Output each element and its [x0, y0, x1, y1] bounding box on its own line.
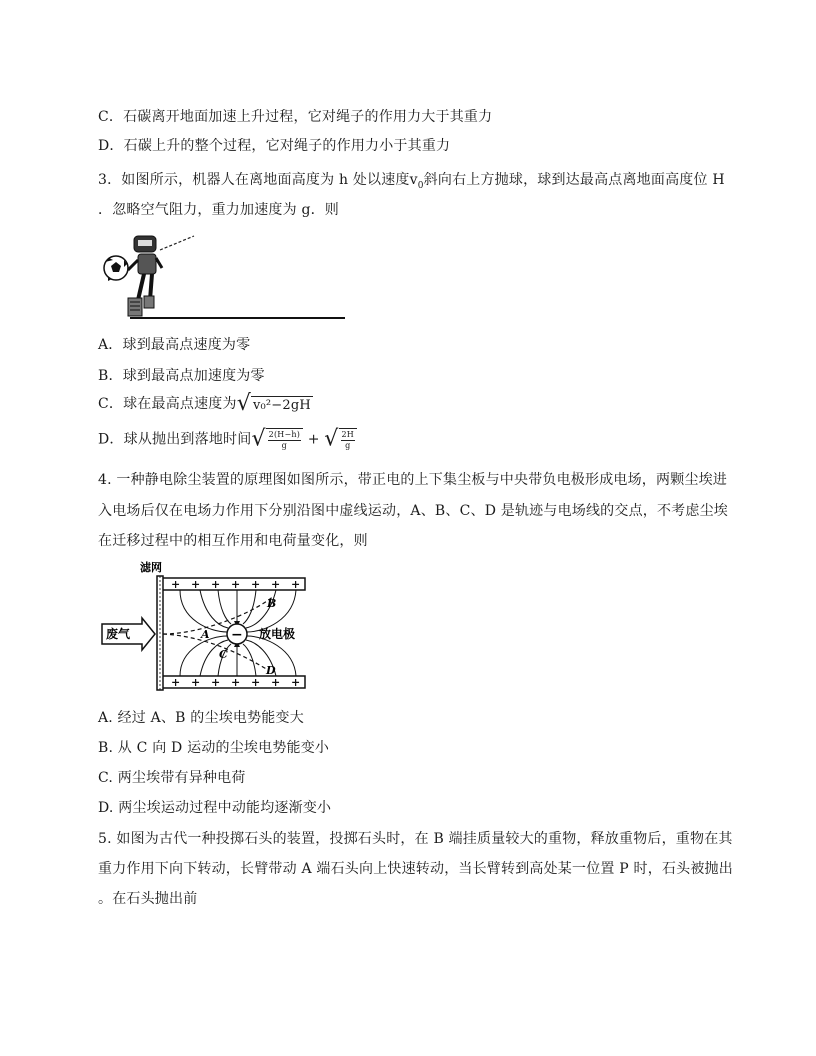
q3-option-c-expr: v₀²−2gH [252, 397, 311, 413]
exhaust-label: 废气 [106, 627, 131, 641]
electrode-minus: − [231, 627, 243, 643]
frac1-num: 2(H−h) [268, 430, 301, 439]
q2-option-c: C．石碳离开地面加速上升过程，它对绳子的作用力大于其重力 [98, 109, 493, 125]
plus-mark: + [211, 578, 221, 591]
q3-stem-b: 斜向右上方抛球，球到达最高点离地面高度位 H [423, 172, 725, 188]
q4-stem-line2: 入电场后仅在电场力作用下分别沿图中虚线运动，A、B、C、D 是轨迹与电场线的交点，不考虑尘埃 [98, 503, 728, 519]
q4-option-b: B. 从 C 向 D 运动的尘埃电势能变小 [98, 740, 330, 756]
plus-mark: + [251, 676, 261, 689]
q5-stem-line3: 。在石头抛出前 [98, 891, 198, 907]
sqrt-fraction-2: √ $\frac{2H}{g}$ [324, 428, 357, 451]
q3-option-a: A．球到最高点速度为零 [98, 337, 251, 353]
plus-mark: + [231, 578, 241, 591]
point-d: D [266, 664, 276, 677]
sqrt-expression: √ v₀²−2gH [236, 391, 311, 416]
robot-figure [100, 228, 350, 324]
plus-mark: + [291, 578, 301, 591]
q3-option-c [98, 393, 313, 415]
point-c: C [219, 648, 228, 661]
q4-stem-line1: 4. 一种静电除尘装置的原理图如图所示，带正电的上下集尘板与中央带负电极形成电场，两颗尘埃进 [98, 472, 728, 488]
precipitator-diagram [100, 560, 315, 695]
plus-mark: + [171, 676, 181, 689]
plus-mark: + [271, 676, 281, 689]
plus-mark: + [191, 578, 201, 591]
q3-option-d-prefix: D．球从抛出到落地时间 [98, 431, 252, 448]
plus-mark: + [171, 578, 181, 591]
electrode-label: 放电极 [259, 627, 296, 641]
filter-label: 滤网 [140, 561, 162, 574]
plus-mark: + [191, 676, 201, 689]
q4-stem-line3: 在迁移过程中的相互作用和电荷量变化，则 [98, 533, 368, 549]
frac1-den: g [281, 441, 287, 450]
q3-stem-sub: 0 [417, 180, 424, 191]
q3-stem-line1 [98, 169, 725, 191]
q2-option-d: D．石碳上升的整个过程，它对绳子的作用力小于其重力 [98, 138, 451, 154]
q3-stem-a: 3．如图所示，机器人在离地面高度为 h 处以速度v [98, 172, 418, 188]
q5-stem-line2: 重力作用下向下转动，长臂带动 A 端石头向上快速转动，当长臂转到高处某一位置 P 时，石头被抛出 [98, 861, 733, 877]
q3-option-d [98, 428, 357, 451]
q3-stem-line2: ．忽略空气阻力，重力加速度为 g．则 [98, 202, 340, 218]
plus-mark: + [291, 676, 301, 689]
point-a: A [201, 628, 210, 641]
sqrt-fraction-1: √ $\frac{2(H-h)}{g}$ [251, 428, 303, 451]
point-b: B [267, 597, 277, 610]
q4-option-d: D. 两尘埃运动过程中动能均逐渐变小 [98, 800, 332, 816]
plus-mark: + [211, 676, 221, 689]
q4-option-a: A. 经过 A、B 的尘埃电势能变大 [98, 710, 304, 726]
q4-option-c: C. 两尘埃带有异种电荷 [98, 770, 246, 786]
frac2-den: g [345, 441, 351, 450]
plus-mark: + [231, 676, 241, 689]
frac2-num: 2H [341, 430, 354, 439]
plus-mark: + [251, 578, 261, 591]
plus-sign: + [307, 431, 320, 448]
q5-stem-line1: 5. 如图为古代一种投掷石头的装置，投掷石头时，在 B 端挂质量较大的重物，释放重物后，重物在其 [98, 831, 733, 847]
q3-option-c-prefix: C．球在最高点速度为 [98, 396, 237, 412]
plus-mark: + [271, 578, 281, 591]
q3-option-b: B．球到最高点加速度为零 [98, 368, 265, 384]
